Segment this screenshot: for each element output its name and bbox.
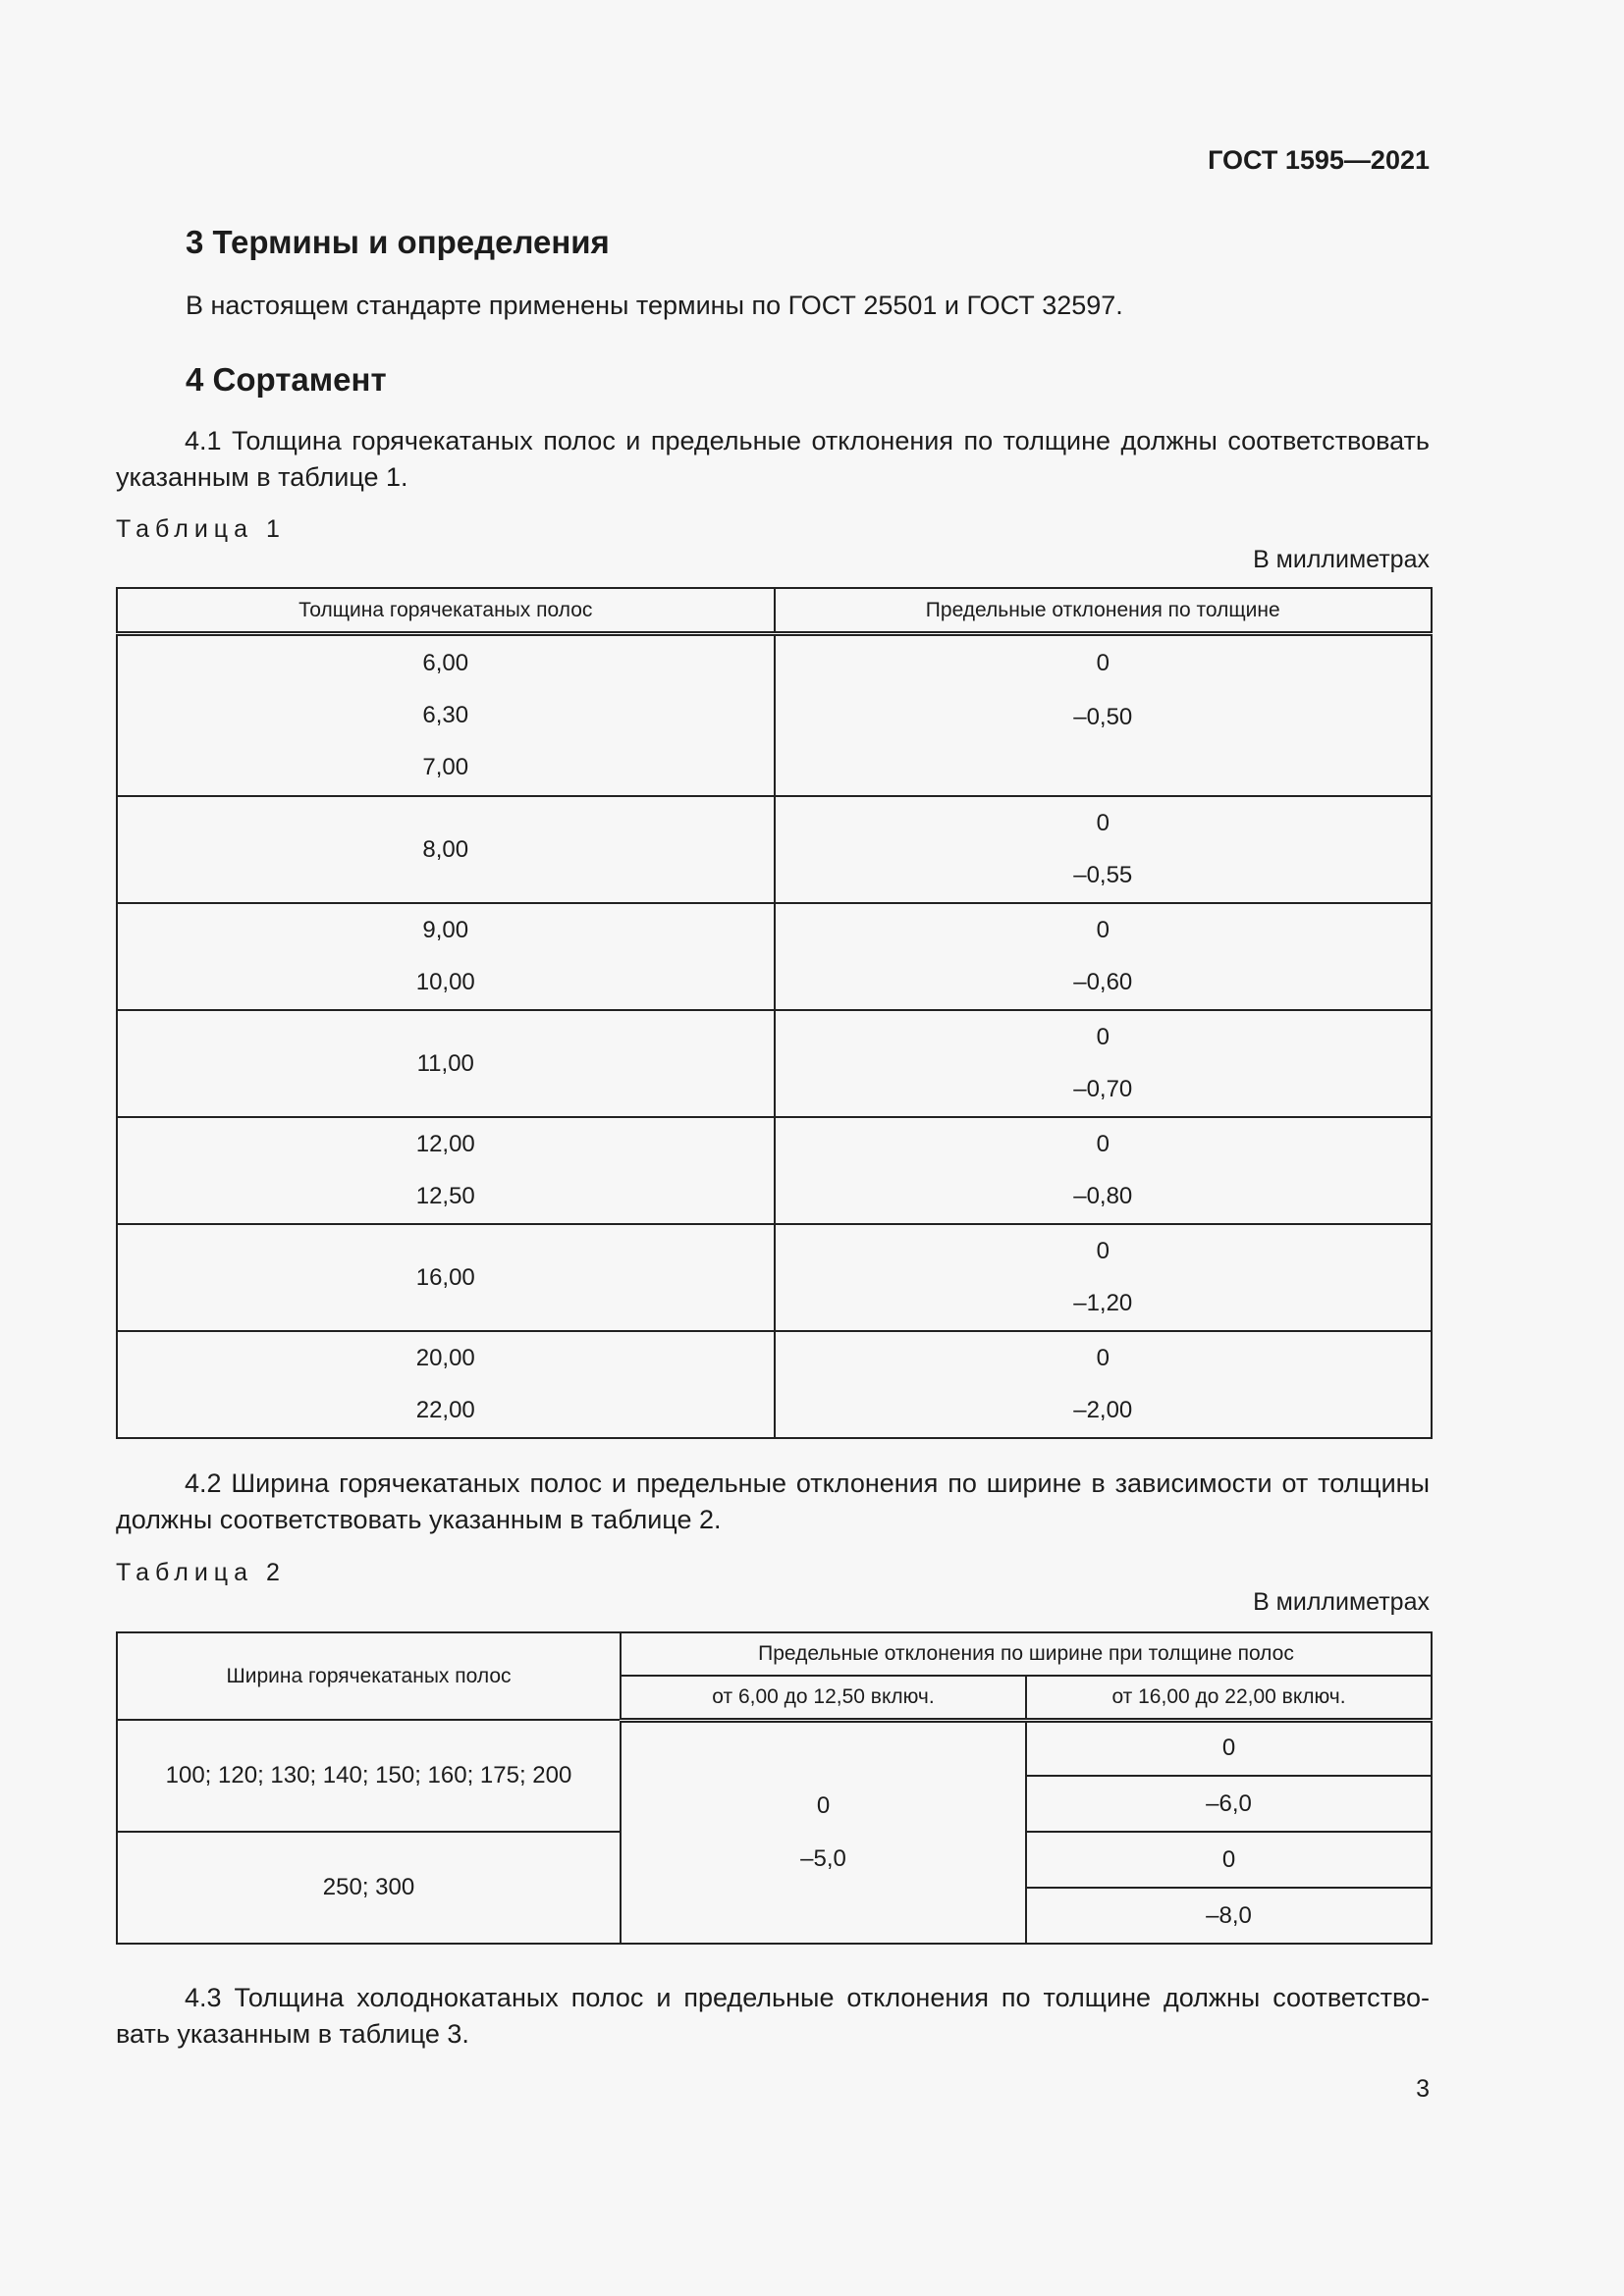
- table-row: [117, 1010, 1432, 1117]
- thickness-value: 12,00: [415, 1131, 475, 1157]
- table-2-subheader-thick: от 16,00 до 22,00 включ.: [1026, 1676, 1432, 1720]
- paragraph-4-3: 4.3 Толщина холоднокатаных полос и предельные отклонения по толщине должны соответство-вать указанным в таблице 3.: [116, 1983, 1430, 2049]
- deviation-thin-cell: [621, 1720, 1026, 1944]
- table-row: [117, 634, 1432, 797]
- thickness-value: 11,00: [416, 1049, 474, 1077]
- thickness-value: 22,00: [415, 1397, 475, 1423]
- width-cell: 250; 300: [117, 1832, 621, 1944]
- deviation-value: 0: [1096, 1131, 1110, 1157]
- deviation-value: 0: [1096, 1024, 1110, 1050]
- table-2-header-width: Ширина горячекатаных полос: [117, 1632, 621, 1720]
- thickness-value: 12,50: [415, 1183, 475, 1209]
- page-number: 3: [1416, 2075, 1430, 2103]
- table-row: [117, 1331, 1432, 1438]
- deviation-value: –5,0: [800, 1844, 846, 1872]
- table-1-units: В миллиметрах: [1253, 546, 1430, 573]
- thickness-cell: [117, 1117, 775, 1224]
- table-row: [117, 796, 1432, 903]
- deviation-cell: [775, 796, 1433, 903]
- table-row: [117, 1720, 1432, 1776]
- deviation-value: –1,20: [1073, 1290, 1133, 1316]
- width-cell: 100; 120; 130; 140; 150; 160; 175; 200: [117, 1720, 621, 1832]
- deviation-thick-cell: 0: [1026, 1832, 1432, 1888]
- deviation-cell: [775, 1117, 1433, 1224]
- thickness-value: 6,00: [422, 650, 469, 676]
- deviation-value: –0,70: [1073, 1076, 1133, 1102]
- deviation-cell: [775, 1010, 1433, 1117]
- deviation-thick-cell: –8,0: [1026, 1888, 1432, 1944]
- deviation-value: 0: [1096, 810, 1110, 836]
- section-3-text: В настоящем стандарте применены термины по ГОСТ 25501 и ГОСТ 32597.: [186, 291, 1123, 320]
- deviation-value: –0,55: [1073, 862, 1133, 888]
- thickness-cell: [117, 1224, 775, 1331]
- table-2-header-deviation: Предельные отклонения по ширине при толщине полос: [621, 1632, 1432, 1676]
- deviation-value: 0: [1096, 1345, 1110, 1371]
- deviation-value: 0: [1096, 917, 1110, 943]
- deviation-value: –2,00: [1073, 1397, 1133, 1423]
- deviation-cell: [775, 1331, 1433, 1438]
- deviation-value: 0: [816, 1791, 831, 1819]
- thickness-value: 6,30: [422, 702, 469, 728]
- table-1-header-thickness: Толщина горячекатаных полос: [117, 588, 775, 634]
- deviation-value: –0,80: [1073, 1183, 1133, 1209]
- deviation-cell: [775, 634, 1433, 797]
- deviation-thick-cell: –6,0: [1026, 1776, 1432, 1832]
- table-2: [116, 1631, 1433, 1945]
- thickness-value: 7,00: [422, 754, 469, 780]
- deviation-thick-cell: 0: [1026, 1720, 1432, 1776]
- thickness-cell: [117, 796, 775, 903]
- table-2-subheader-thin: от 6,00 до 12,50 включ.: [621, 1676, 1026, 1720]
- paragraph-4-1: 4.1 Толщина горячекатаных полос и предельные отклонения по толщине должны соответствовать указанным в таблице 1.: [116, 426, 1430, 492]
- thickness-cell: [117, 1331, 775, 1438]
- thickness-value: 16,00: [415, 1263, 475, 1291]
- table-1: [116, 587, 1433, 1439]
- table-row: [117, 903, 1432, 1010]
- thickness-value: 9,00: [422, 917, 469, 943]
- deviation-value: 0: [1096, 650, 1110, 676]
- thickness-value: 8,00: [422, 835, 469, 863]
- table-row: [117, 1224, 1432, 1331]
- table-1-header-deviation: Предельные отклонения по толщине: [775, 588, 1433, 634]
- thickness-cell: [117, 903, 775, 1010]
- deviation-cell: [775, 1224, 1433, 1331]
- deviation-value: –0,50: [1073, 704, 1133, 730]
- paragraph-4-2: 4.2 Ширина горячекатаных полос и предельные отклонения по ширине в зависимости от толщины должны соответствовать указанным в таблице 2.: [116, 1468, 1430, 1534]
- deviation-cell: [775, 903, 1433, 1010]
- document-code: ГОСТ 1595—2021: [1208, 145, 1430, 175]
- table-1-caption: Таблица 1: [116, 515, 286, 543]
- table-row: [117, 1117, 1432, 1224]
- thickness-cell: [117, 1010, 775, 1117]
- thickness-value: 10,00: [415, 969, 475, 995]
- deviation-value: –0,60: [1073, 969, 1133, 995]
- thickness-cell: [117, 634, 775, 797]
- section-4-title: 4 Сортамент: [186, 361, 387, 398]
- thickness-value: 20,00: [415, 1345, 475, 1371]
- deviation-value: 0: [1096, 1238, 1110, 1264]
- table-2-caption: Таблица 2: [116, 1559, 286, 1586]
- table-2-units: В миллиметрах: [1253, 1588, 1430, 1616]
- section-3-title: 3 Термины и определения: [186, 224, 610, 260]
